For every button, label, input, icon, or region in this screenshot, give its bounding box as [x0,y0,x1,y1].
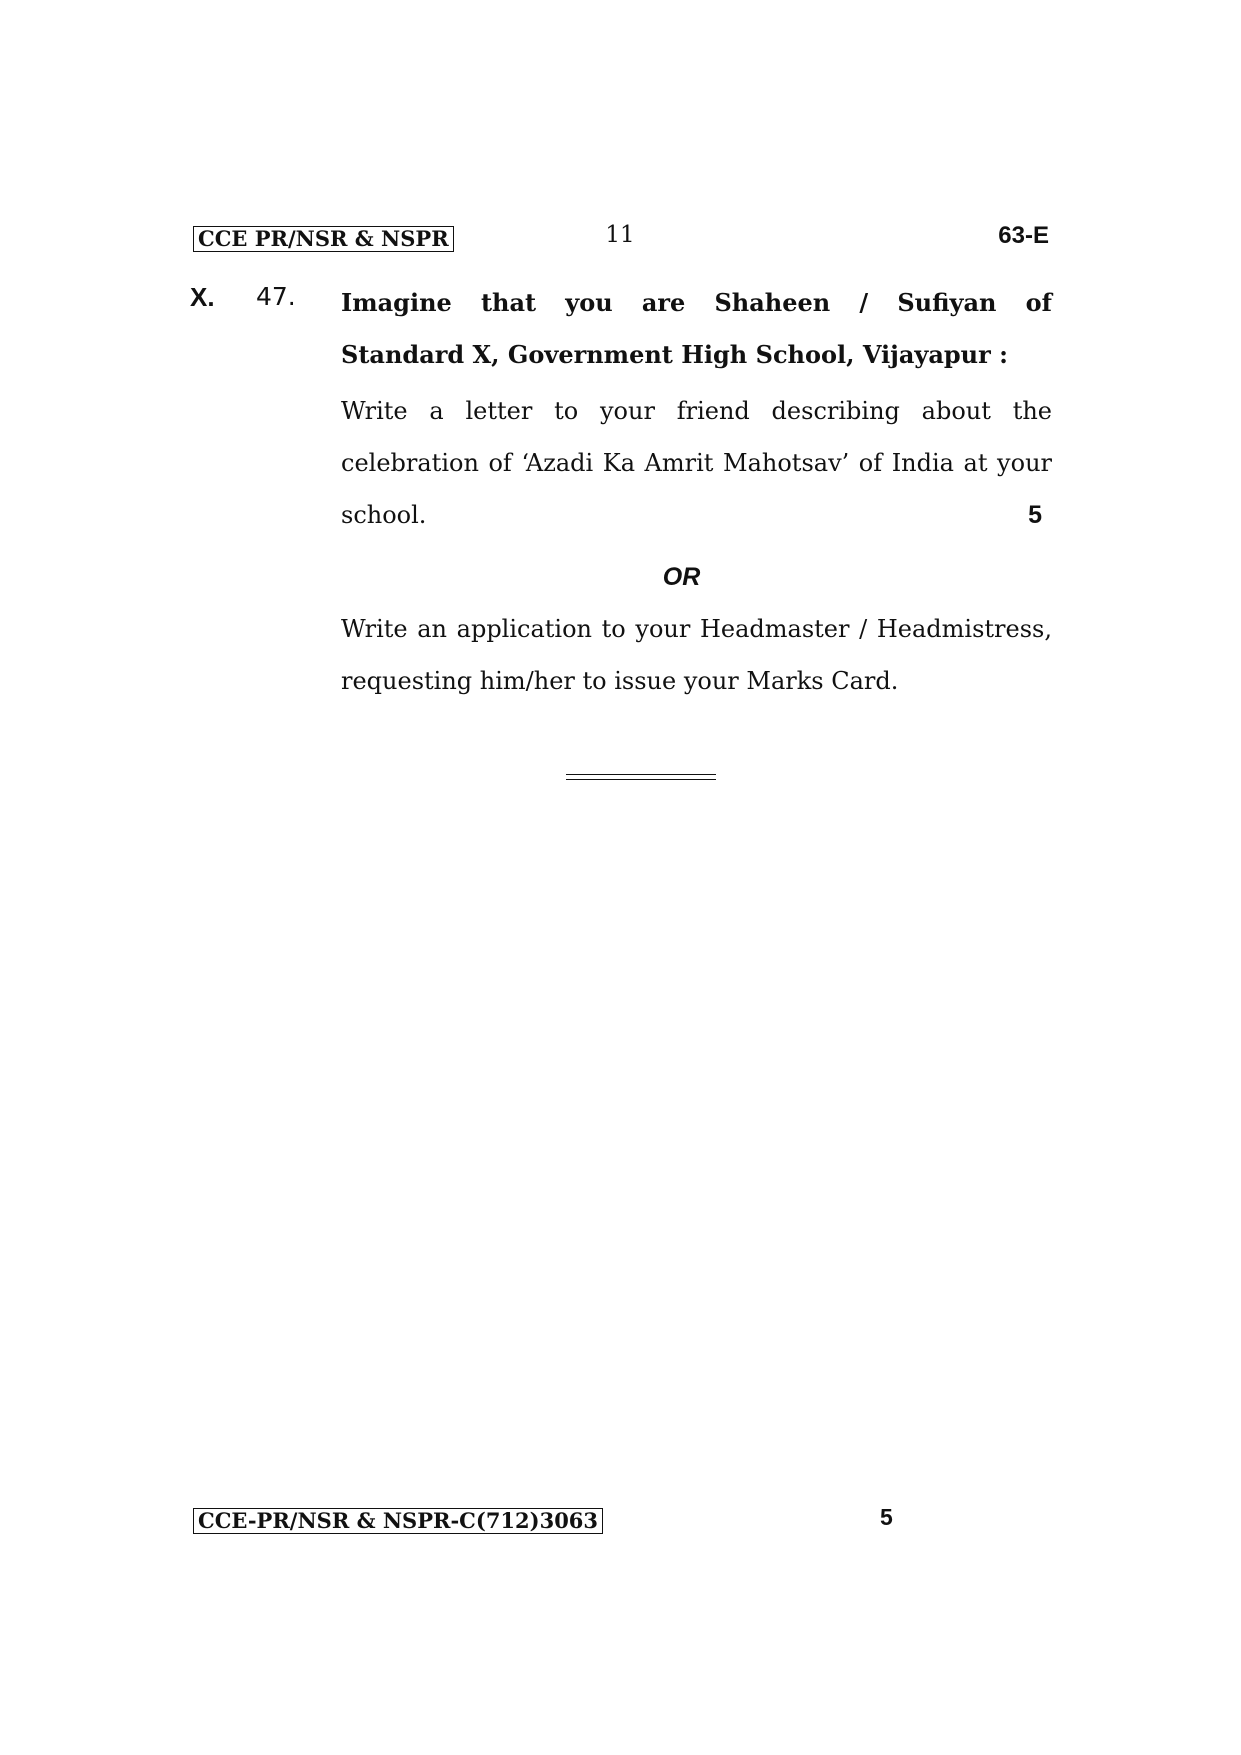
footer-code-label: CCE-PR/NSR & NSPR-C(712)3063 [193,1508,603,1534]
option-a-line-1: Write a letter to your friend describing about the [341,397,1052,425]
end-of-paper-rule [566,774,716,780]
header-code-label: CCE PR/NSR & NSPR [193,226,454,252]
question-number: 47. [256,282,296,311]
option-b-line-1: Write an application to your Headmaster / Headmistress, [341,615,1052,643]
or-divider: OR [662,563,701,591]
option-a-last-word: school. [341,501,427,529]
option-a-line-2: celebration of ‘Azadi Ka Amrit Mahotsav’ of India at your [341,449,1052,477]
option-b-line-2: requesting him/her to issue your Marks Card. [341,667,899,695]
paper-code: 63-E [998,222,1049,249]
footer-page-number: 5 [880,1504,893,1530]
option-a-line-3 [341,489,1052,541]
question-heading [341,277,1052,381]
question-block [341,277,1052,707]
question-heading-line-1: Imagine that you are Shaheen / Sufiyan of [341,288,1052,317]
page-number: 11 [605,222,635,248]
section-label: X. [190,282,215,312]
marks-value: 5 [1028,501,1042,529]
question-heading-line-2: Standard X, Government High School, Vijayapur : [341,340,1008,369]
